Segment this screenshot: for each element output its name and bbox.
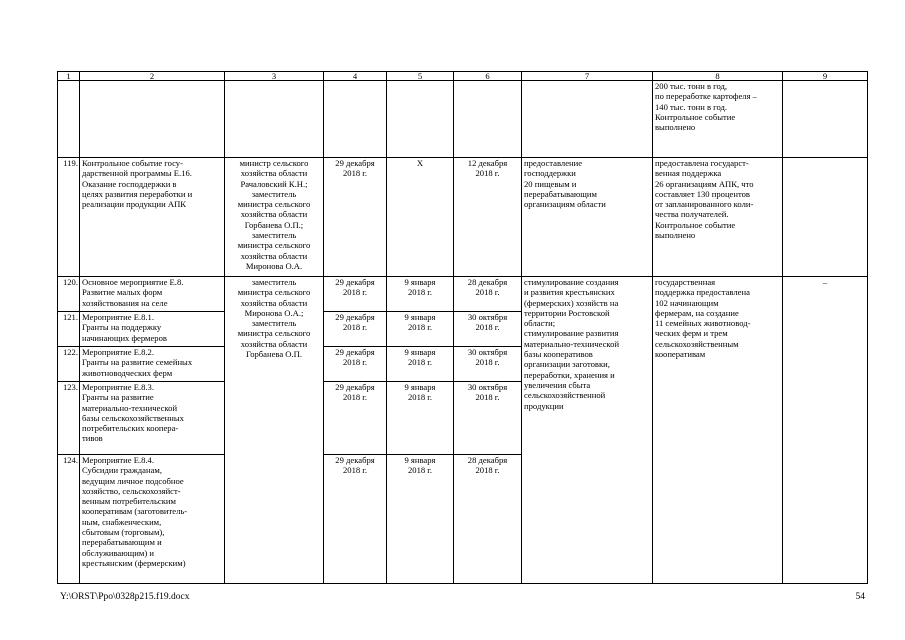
responsible-cell: министр сельского хозяйства области Рачаловский К.Н.; заместитель министра сельского хозяйства области Горбанева О.П.; заместитель министра сельского хозяйства области Миронова О.А. [225, 158, 324, 277]
date-cell: Х [387, 158, 454, 277]
col-header: 7 [522, 72, 653, 81]
footer-file-path: Y:\ORST\Ppo\0328p215.f19.docx [60, 592, 190, 602]
event-name-cell: Мероприятие Е.8.1. Гранты на поддержку начинающих фермеров [80, 312, 225, 347]
actual-result-cell: предоставлена государст- венная поддержка 26 организациям АПК, что составляет 130 процентов от запланированного коли- чества получателей. Контрольное событие выполнено [653, 158, 783, 277]
event-name-cell: Мероприятие Е.8.4. Субсидии гражданам, ведущим личное подсобное хозяйство, сельскохозяйст- венным потребительским кооперативам (заготовитель- ным, снабженческим, сбытовым (торговым), перерабатывающим и обслуживающим) и крестьянским (фермерским) [80, 455, 225, 584]
col-header: 1 [58, 72, 80, 81]
actual-result-cell: государственная поддержка предоставлена 102 начинающим фермерам, на создание 11 семейных животновод- ческих ферм и трем сельскохозяйственным кооперативам [653, 277, 783, 584]
date-cell: 9 января 2018 г. [387, 455, 454, 584]
date-cell: 29 декабря 2018 г. [324, 158, 387, 277]
date-cell: 9 января 2018 г. [387, 347, 454, 382]
page-number: 54 [855, 592, 865, 602]
date-cell: 29 декабря 2018 г. [324, 382, 387, 455]
date-cell: 30 октября 2018 г. [454, 347, 522, 382]
date-cell: 9 января 2018 г. [387, 382, 454, 455]
row-number: 124. [58, 455, 80, 584]
deviation-reason-cell: – [783, 277, 868, 584]
expected-result-cell: стимулирование создания и развития крестьянских (фермерских) хозяйств на территории Ростовской области; стимулирование развития материально-технической базы кооперативов организации заготовки, переработки, хранения и увеличения сбыта сельскохозяйственной продукции [522, 277, 653, 584]
row-number: 123. [58, 382, 80, 455]
event-name-cell: Мероприятие Е.8.3. Гранты на развитие материально-технической базы сельскохозяйственных потребительских коопера- тивов [80, 382, 225, 455]
event-name-cell: Основное мероприятие Е.8. Развитие малых форм хозяйствования на селе [80, 277, 225, 312]
row-number: 121. [58, 312, 80, 347]
date-cell: 9 января 2018 г. [387, 277, 454, 312]
date-cell: 28 декабря 2018 г. [454, 277, 522, 312]
row-number: 119. [58, 158, 80, 277]
expected-result-cell: предоставление господдержки 20 пищевым и перерабатывающим организациям области [522, 158, 653, 277]
col-header: 6 [454, 72, 522, 81]
row-number: 122. [58, 347, 80, 382]
column-number-row [58, 72, 868, 81]
event-name-cell: Контрольное событие госу- дарственной программы Е.16. Оказание господдержки в целях развития переработки и реализации продукции АПК [80, 158, 225, 277]
table-row [58, 81, 868, 158]
col-header: 4 [324, 72, 387, 81]
date-cell: 9 января 2018 г. [387, 312, 454, 347]
col-header: 5 [387, 72, 454, 81]
event-name-cell: Мероприятие Е.8.2. Гранты на развитие семейных животноводческих ферм [80, 347, 225, 382]
col-header: 9 [783, 72, 868, 81]
actual-result-cell: 200 тыс. тонн в год, по переработке картофеля – 140 тыс. тонн в год. Контрольное событие выполнено [653, 81, 783, 158]
col-header: 2 [80, 72, 225, 81]
date-cell: 30 октября 2018 г. [454, 312, 522, 347]
date-cell: 29 декабря 2018 г. [324, 277, 387, 312]
col-header: 8 [653, 72, 783, 81]
row-number: 120. [58, 277, 80, 312]
date-cell: 28 декабря 2018 г. [454, 455, 522, 584]
date-cell: 29 декабря 2018 г. [324, 347, 387, 382]
table-row [58, 158, 868, 277]
col-header: 3 [225, 72, 324, 81]
date-cell: 30 октября 2018 г. [454, 382, 522, 455]
table-row [58, 277, 868, 312]
date-cell: 12 декабря 2018 г. [454, 158, 522, 277]
report-table [57, 71, 868, 584]
date-cell: 29 декабря 2018 г. [324, 455, 387, 584]
responsible-cell: заместитель министра сельского хозяйства области Миронова О.А.; заместитель министра сельского хозяйства области Горбанева О.П. [225, 277, 324, 584]
date-cell: 29 декабря 2018 г. [324, 312, 387, 347]
